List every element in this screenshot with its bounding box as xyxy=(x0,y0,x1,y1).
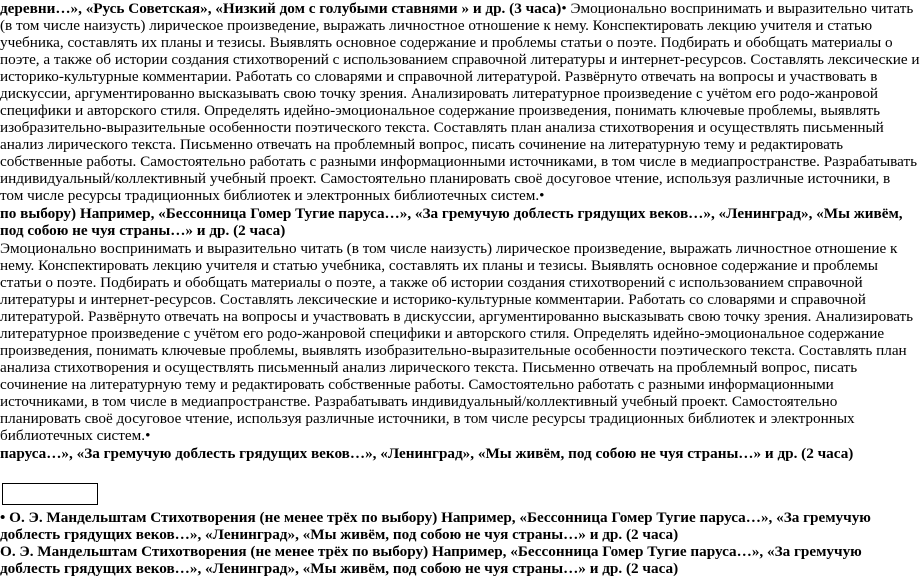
section4-line-0 xyxy=(0,509,871,526)
section2-heading-line-1: под собою не чуя страны…» и др. (2 часа) xyxy=(0,222,286,239)
bullet-icon: • xyxy=(0,509,6,526)
section2-line-2: статьи о поэте. Подбирать и обобщать материалы о поэте, а также об истории создания стихотворений с использованием справочной xyxy=(0,274,863,291)
section1-heading-tail: деревни…», «Русь Советская», «Низкий дом с голубыми ставнями » и др. (3 часа) xyxy=(0,0,562,17)
section2-line-6: произведения, понимать ключевые проблемы, выявлять изобразительно-выразительные особенности поэтического текста. Составлять план xyxy=(0,342,907,359)
section1-line-1: (в том числе наизусть) лирическое произведение, выражать личностное отношение к нему. Конспектировать лекцию учителя и статью xyxy=(0,17,873,34)
section1-line-5: дискуссии, аргументированно высказывать свою точку зрения. Анализировать литературное произведение с учётом его родо-жанровой xyxy=(0,85,879,102)
bullet-icon: • xyxy=(561,0,567,17)
section1-text-end: том числе ресурсы традиционных библиотек и электронных библиотечных систем. xyxy=(0,187,540,204)
section2-line-11 xyxy=(0,427,816,444)
section2-heading-line-0: по выбору) Например, «Бессонница Гомер Тугие паруса…», «За гремучую доблесть грядущих веков…», «Ленинград», «Мы живём, xyxy=(0,205,903,222)
section2-line-7: анализа стихотворения и осуществлять письменный анализ лирического текста. Письменно отвечать на проблемный вопрос, писать xyxy=(0,359,858,376)
section1-line-9: собственные работы. Самостоятельно работать с разными информационными источниками, в том числе в медиапространстве. Разрабатывать xyxy=(0,153,918,170)
section4-heading-start: О. Э. Мандельштам Стихотворения (не менее трёх по выбору) Например, «Бессонница Гомер Тугие паруса…», «За гремучую xyxy=(5,509,871,526)
section2-line-3: литературы и интернет-ресурсов. Составлять лексические и историко-культурные комментарии. Работать со словарями и справочной xyxy=(0,291,866,308)
section1-line-8: анализ лирического текста. Письменно отвечать на проблемный вопрос, писать сочинение на литературную тему и редактировать xyxy=(0,136,844,153)
section3-line-0: паруса…», «За гремучую доблесть грядущих веков…», «Ленинград», «Мы живём, под собою не чуя страны…» и др. (2 часа) xyxy=(0,445,854,462)
section4-line-1: доблесть грядущих веков…», «Ленинград», «Мы живём, под собою не чуя страны…» и др. (2 часа) xyxy=(0,526,679,543)
section2-line-9: источниками, в том числе в медиапространстве. Разрабатывать индивидуальный/коллективный учебный проект. Самостоятельно xyxy=(0,393,838,410)
section5-line-1: доблесть грядущих веков…», «Ленинград», «Мы живём, под собою не чуя страны…» и др. (2 часа) xyxy=(0,560,679,577)
empty-table-cell xyxy=(2,483,98,505)
section2-line-1: нему. Конспектировать лекцию учителя и статью учебника, составлять их планы и тезисы. Выявлять основное содержание и проблемы xyxy=(0,257,878,274)
section2-line-0: Эмоционально воспринимать и выразительно читать (в том числе наизусть) лирическое произведение, выражать личностное отношение к xyxy=(0,240,898,257)
bullet-icon: • xyxy=(145,427,151,444)
section1-line-2: учебника, составлять их планы и тезисы. Выявлять основное содержание и проблемы статьи о поэте. Подбирать и обобщать материалы о xyxy=(0,34,893,51)
section1-line-7: изобразительно-выразительные особенности поэтического текста. Составлять план анализа стихотворения и осуществлять письменный xyxy=(0,119,884,136)
section2-line-4: литературой. Развёрнуто отвечать на вопросы и участвовать в дискуссии, аргументированно высказывать свою точку зрения. Анализировать xyxy=(0,308,914,325)
section1-text-start: Эмоционально воспринимать и выразительно читать xyxy=(566,0,914,17)
section1-line-10: индивидуальный/коллективный учебный проект. Самостоятельно планировать своё досуговое чтение, используя различные источники, в xyxy=(0,170,891,187)
section2-text-end: библиотечных систем. xyxy=(0,427,146,444)
section1-line-0 xyxy=(0,0,914,17)
section1-line-4: историко-культурные комментарии. Работать со словарями и справочной литературой. Развёрнуто отвечать на вопросы и участвовать в xyxy=(0,68,878,85)
section2-line-5: литературное произведение с учётом его родо-жанровой специфики и авторского стиля. Определять идейно-эмоциональное содержание xyxy=(0,325,885,342)
section2-line-8: сочинение на литературную тему и редактировать собственные работы. Самостоятельно работать с разными информационными xyxy=(0,376,834,393)
section2-line-10: планировать своё досуговое чтение, используя различные источники, в том числе ресурсы традиционных библиотек и электронных xyxy=(0,410,855,427)
section1-line-11 xyxy=(0,187,816,204)
section5-line-0: О. Э. Мандельштам Стихотворения (не менее трёх по выбору) Например, «Бессонница Гомер Тугие паруса…», «За гремучую xyxy=(0,543,862,560)
section1-line-6: специфики и авторского стиля. Определять идейно-эмоциональное содержание произведения, понимать ключевые проблемы, выявлять xyxy=(0,102,880,119)
bullet-icon: • xyxy=(539,187,545,204)
section1-line-3: поэте, а также об истории создания стихотворений с использованием справочной литературы и интернет-ресурсов. Составлять лексические и xyxy=(0,51,920,68)
